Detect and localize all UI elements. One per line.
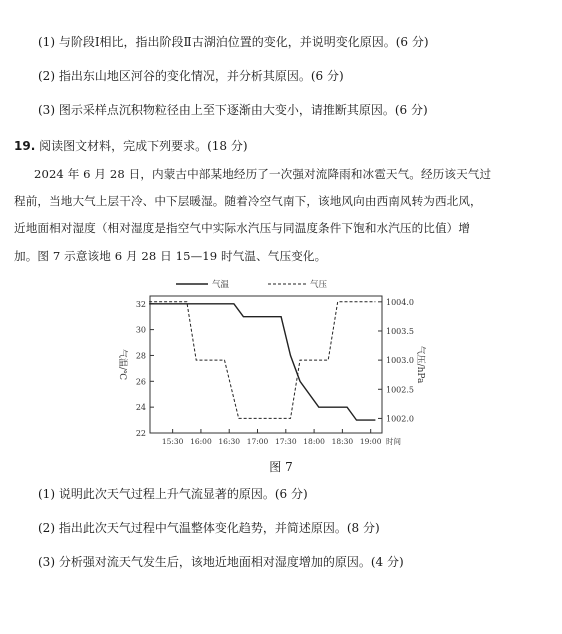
legend-label-pressure: 气压	[310, 280, 328, 290]
x-tick-label: 17:30	[274, 437, 297, 446]
question-3: (3) 图示采样点沉积物粒径由上至下逐渐由大变小，请推断其原因。(6 分)	[38, 103, 428, 117]
legend-label-temperature: 气温	[212, 280, 230, 290]
x-tick-label: 18:30	[331, 437, 354, 446]
question-number: 19.	[14, 139, 36, 153]
series-line-pressure	[149, 302, 375, 419]
y-right-axis-label: 气压/hPa	[415, 345, 425, 384]
x-tick-label: 19:00	[359, 437, 382, 446]
y-left-tick-label: 24	[135, 403, 146, 413]
temperature-pressure-chart	[100, 276, 430, 452]
x-tick-label: 16:00	[190, 437, 212, 446]
paragraph-line-2: 程前，当地大气上层干冷、中下层暖湿。随着冷空气南下，该地风向由西南风转为西北风，	[14, 194, 482, 208]
q19-subquestion-2: (2) 指出此次天气过程中气温整体变化趋势，并简述原因。(8 分)	[38, 521, 380, 535]
series-line-temperature	[149, 304, 375, 420]
y-left-axis-label: 气温/℃	[117, 348, 127, 381]
x-axis-label: 时间	[386, 437, 401, 446]
y-right-tick-label: 1003.0	[386, 356, 414, 366]
paragraph-line-3: 近地面相对湿度（相对湿度是指空气中实际水汽压与同温度条件下饱和水汽压的比值）增	[14, 221, 471, 235]
y-left-tick-label: 22	[135, 429, 146, 438]
paragraph-line-1: 2024 年 6 月 28 日，内蒙古中部某地经历了一次强对流降雨和冰雹天气。经历该天气过	[34, 167, 492, 181]
q19-subquestion-1: (1) 说明此次天气过程上升气流显著的原因。(6 分)	[38, 487, 308, 501]
y-left-tick-label: 26	[135, 377, 146, 387]
q19-subquestion-3: (3) 分析强对流天气发生后，该地近地面相对湿度增加的原因。(4 分)	[38, 555, 404, 569]
y-right-tick-label: 1004.0	[386, 297, 414, 307]
y-right-tick-label: 1003.5	[386, 326, 414, 336]
y-left-tick-label: 32	[135, 299, 146, 309]
question-19-title: 阅读图文材料，完成下列要求。(18 分)	[39, 139, 248, 153]
x-tick-label: 15:30	[161, 437, 184, 446]
x-tick-label: 16:30	[218, 437, 241, 446]
y-right-tick-label: 1002.5	[386, 385, 414, 395]
y-left-tick-label: 30	[135, 325, 146, 335]
x-tick-label: 18:00	[303, 437, 325, 446]
y-right-tick-label: 1002.0	[386, 414, 414, 424]
question-1: (1) 与阶段Ⅰ相比，指出阶段Ⅱ古湖泊位置的变化，并说明变化原因。(6 分)	[38, 35, 429, 49]
x-tick-label: 17:00	[246, 437, 269, 446]
question-2: (2) 指出东山地区河谷的变化情况，并分析其原因。(6 分)	[38, 69, 344, 83]
question-19-header	[14, 138, 562, 154]
figure-caption: 图 7	[269, 460, 293, 474]
y-left-tick-label: 28	[135, 351, 146, 361]
paragraph-line-4: 加。图 7 示意该地 6 月 28 日 15—19 时气温、气压变化。	[14, 249, 327, 263]
